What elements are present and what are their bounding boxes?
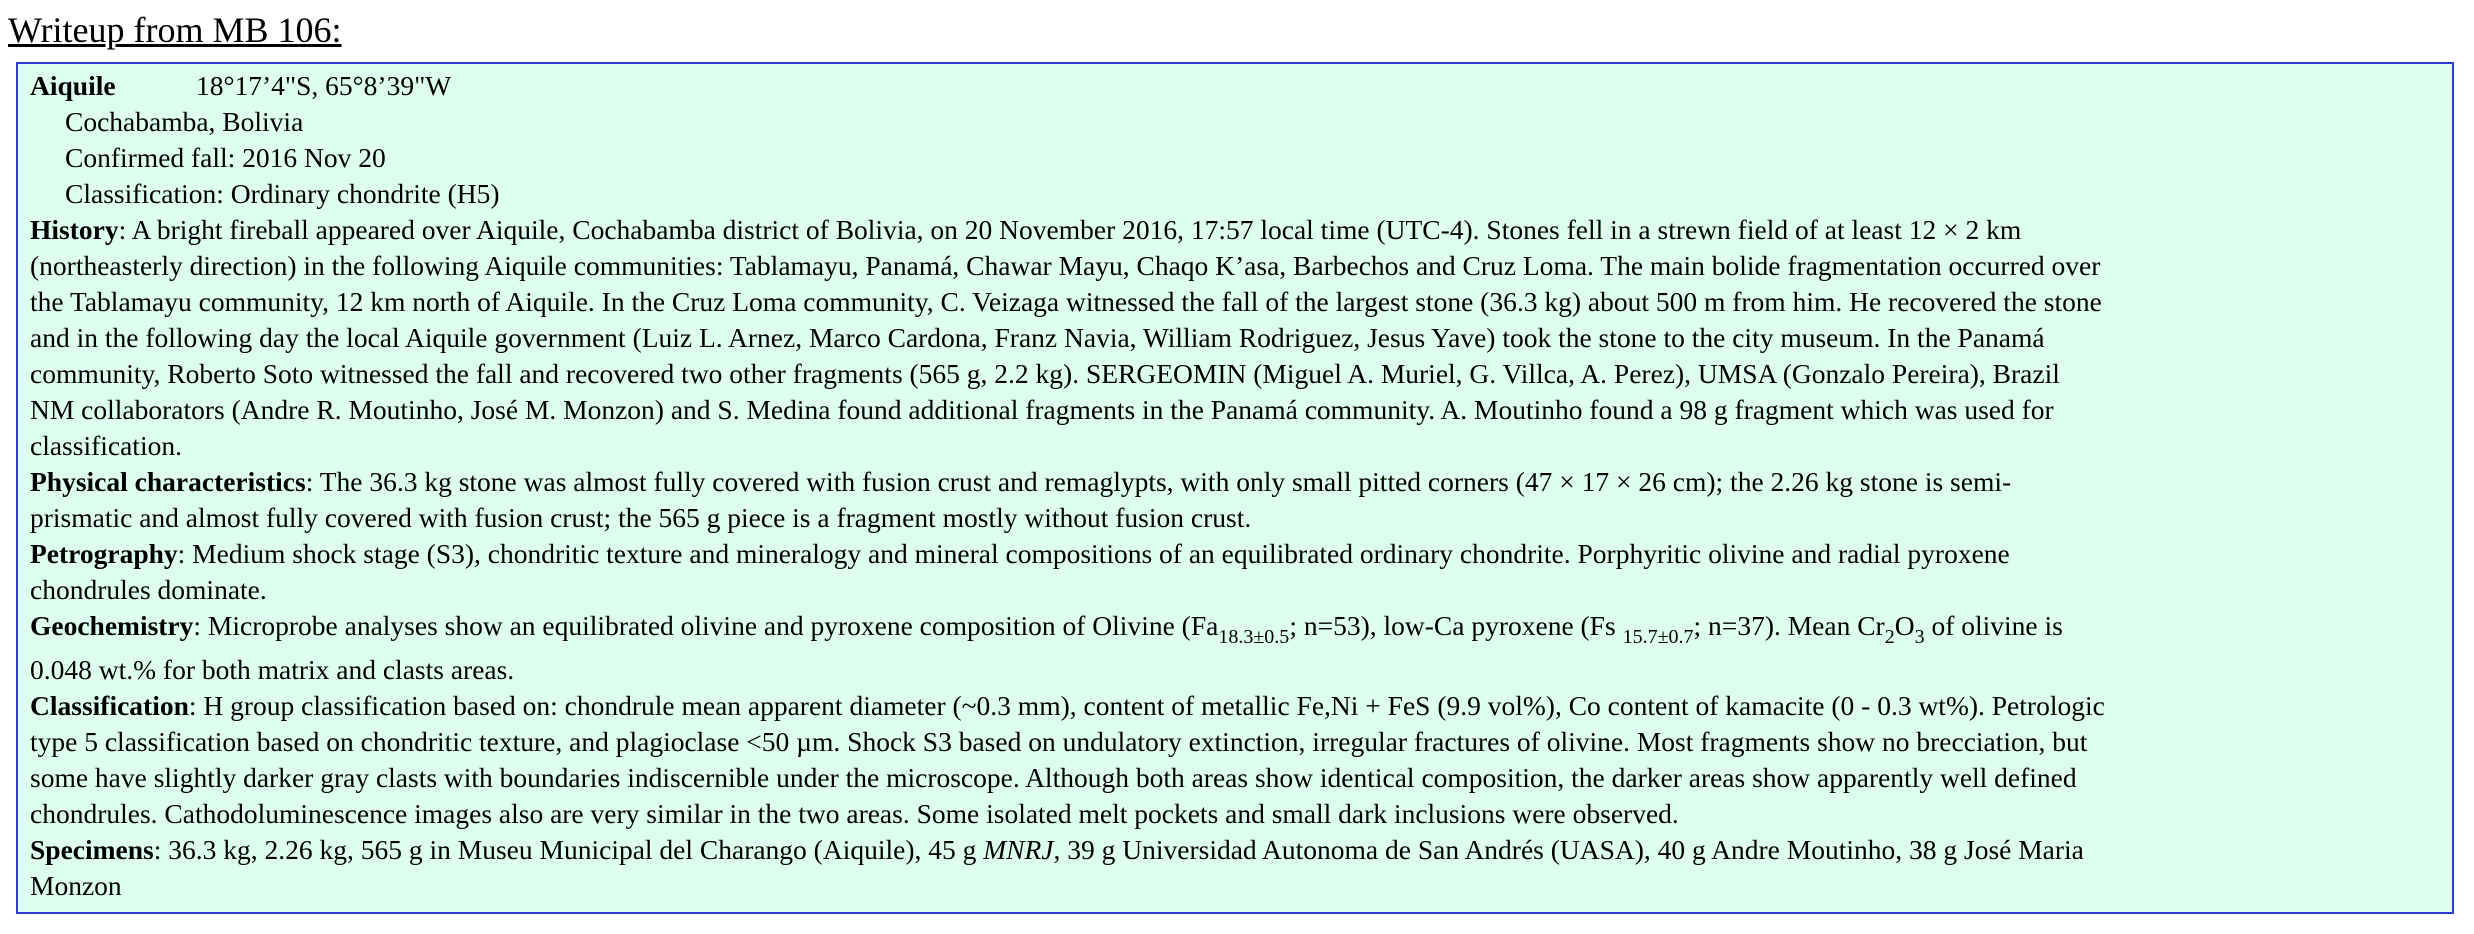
history-line-1: : A bright fireball appeared over Aiquile, Cochabamba district of Bolivia, on 20 November 2016, 17:57 local time (UTC-4). Stones fell in a strewn field of at least 12 × 2 km [118,214,2022,245]
history-line-2: (northeasterly direction) in the following Aiquile communities: Tablamayu, Panamá, Chawar Mayu, Chaqo K’asa, Barbechos and Cruz Loma. The main bolide fragmentation occurred over [30,250,2101,281]
meteorite-name: Aiquile [30,70,116,101]
classification-summary: Classification: Ordinary chondrite (H5) [65,178,500,209]
specimens-text-a: : 36.3 kg, 2.26 kg, 565 g in Museu Municipal del Charango (Aiquile), 45 g [153,834,984,865]
physical-label: Physical characteristics [30,466,306,497]
specimens-label: Specimens [30,834,154,865]
specimens-line-2: Monzon [30,870,122,901]
page-heading: Writeup from MB 106: [8,10,342,50]
geochemistry-text-d: O [1894,610,1915,641]
cr-subscript: 2 [1884,626,1895,648]
geochemistry-label: Geochemistry [30,610,194,641]
geochemistry-text-b: ; n=53), low-Ca pyroxene (Fs [1289,610,1623,641]
history-line-5: community, Roberto Soto witnessed the fall and recovered two other fragments (565 g, 2.2 kg). SERGEOMIN (Miguel A. Muriel, G. Villca, A. Perez), UMSA (Gonzalo Pereira), Brazil [30,358,2060,389]
classification-label: Classification [30,690,189,721]
history-line-7: classification. [30,430,182,461]
entry-header-line [30,68,2452,104]
geochemistry-text-a: : Microprobe analyses show an equilibrated olivine and pyroxene composition of Olivine (Fa [193,610,1219,641]
geochemistry-text-c: ; n=37). Mean Cr [1693,610,1885,641]
coordinates: 18°17’4"S, 65°8’39"W [196,70,452,101]
specimens-italic-mnrj: MNRJ [983,834,1054,865]
fall-status: Confirmed fall: 2016 Nov 20 [65,142,386,173]
history-label: History [30,214,119,245]
fs-subscript: 15.7±0.7 [1622,626,1694,648]
o-subscript: 3 [1914,626,1925,648]
geochemistry-line-2: 0.048 wt.% for both matrix and clasts areas. [30,654,515,685]
classification-line-4: chondrules. Cathodoluminescence images also are very similar in the two areas. Some isolated melt pockets and small dark inclusions were observed. [30,798,1679,829]
history-line-3: the Tablamayu community, 12 km north of Aiquile. In the Cruz Loma community, C. Veizaga witnessed the fall of the largest stone (36.3 kg) about 500 m from him. He recovered the stone [30,286,2102,317]
petrography-label: Petrography [30,538,178,569]
fa-subscript: 18.3±0.5 [1218,626,1290,648]
petrography-line-2: chondrules dominate. [30,574,267,605]
history-line-4: and in the following day the local Aiquile government (Luiz L. Arnez, Marco Cardona, Franz Navia, William Rodriguez, Jesus Yave) took the stone to the city museum. In the Panamá [30,322,2045,353]
history-section [30,212,2452,464]
physical-section [30,464,2452,536]
physical-line-2: prismatic and almost fully covered with fusion crust; the 565 g piece is a fragment mostly without fusion crust. [30,502,1252,533]
writeup-box [16,62,2454,914]
physical-line-1: : The 36.3 kg stone was almost fully covered with fusion crust and remaglypts, with only small pitted corners (47 × 17 × 26 cm); the 2.26 kg stone is semi- [305,466,2012,497]
location: Cochabamba, Bolivia [65,106,304,137]
classification-line-1: : H group classification based on: chondrule mean apparent diameter (~0.3 mm), content of metallic Fe,Ni + FeS (9.9 vol%), Co content of kamacite (0 - 0.3 wt%). Petrologic [188,690,2105,721]
specimens-text-b: , 39 g Universidad Autonoma de San Andrés (UASA), 40 g Andre Moutinho, 38 g José Maria [1053,834,2084,865]
geochemistry-section [30,608,2452,688]
petrography-section [30,536,2452,608]
classification-line-2: type 5 classification based on chondritic texture, and plagioclase <50 µm. Shock S3 based on undulatory extinction, irregular fractures of olivine. Most fragments show no brecciation, but [30,726,2088,757]
specimens-section [30,832,2452,904]
petrography-line-1: : Medium shock stage (S3), chondritic texture and mineralogy and mineral compositions of an equilibrated ordinary chondrite. Porphyritic olivine and radial pyroxene [177,538,2010,569]
geochemistry-text-e: of olivine is [1924,610,2063,641]
classification-section [30,688,2452,832]
history-line-6: NM collaborators (Andre R. Moutinho, José M. Monzon) and S. Medina found additional fragments in the Panamá community. A. Moutinho found a 98 g fragment which was used for [30,394,2054,425]
classification-line-3: some have slightly darker gray clasts with boundaries indiscernible under the microscope. Although both areas show identical composition, the darker areas show apparently well defined [30,762,2077,793]
